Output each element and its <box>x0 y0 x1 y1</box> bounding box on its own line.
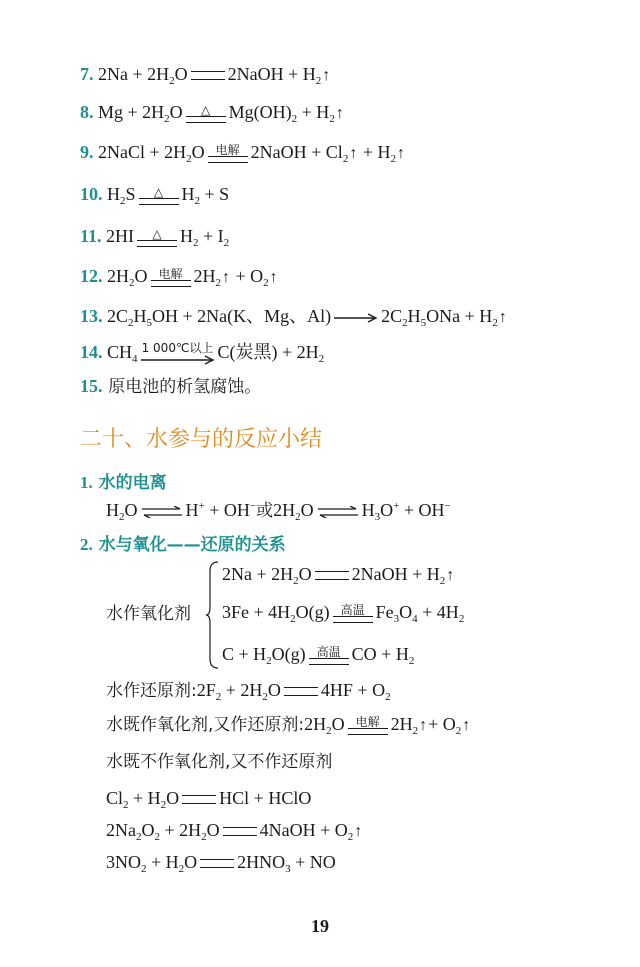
item-number: 14. <box>80 342 103 362</box>
subsection-heading-1: 1. 水的电离 <box>80 473 167 493</box>
gas-arrow-icon: ↑ <box>222 269 230 286</box>
oxidant-equation-3: $C + H_2O(g)$ 高温 CO + $H_2$ <box>222 644 415 667</box>
equation-15 <box>80 374 261 399</box>
gas-arrow-icon: ↑ <box>446 567 455 584</box>
condition-heat: △ <box>139 186 179 205</box>
reductant-equation: 水作还原剂$:2F_2 + 2H_2O$ $4HF + O_2$ <box>106 680 391 703</box>
equals-sign <box>191 71 225 80</box>
section-title: 二十、水参与的反应小结 <box>80 427 323 452</box>
gas-arrow-icon: ↑ <box>335 105 344 122</box>
item-number: 10. <box>80 184 103 204</box>
gas-arrow-icon: ↑ <box>419 717 428 734</box>
item-number: 15. <box>80 376 103 396</box>
condition-heat: △ <box>186 104 226 123</box>
gas-arrow-icon: ↑ <box>462 717 471 734</box>
page-number: 19 <box>311 916 329 936</box>
equilibrium-arrow-icon <box>142 506 182 518</box>
equilibrium-arrow-icon <box>318 506 358 518</box>
brace-icon <box>206 561 220 669</box>
neither-equation-2: $2Na_2O_2 + 2H_2O$ 4NaOH + $O_2↑$ <box>106 820 363 843</box>
gas-arrow-icon: ↑ <box>349 145 358 162</box>
subsection-heading-2: 2. 水与氧化——还原的关系 <box>80 535 286 555</box>
item-number: 9. <box>80 142 94 162</box>
oxidant-label: 水作氧化剂 <box>106 604 191 624</box>
condition-high-temp: 高温 <box>309 646 349 665</box>
condition-heat: △ <box>137 228 177 247</box>
condition-electrolysis: 电解 <box>348 716 388 735</box>
gas-arrow-icon: ↑ <box>498 309 507 326</box>
gas-arrow-icon: ↑ <box>269 269 278 286</box>
neither-label: 水既不作氧化剂,又不作还原剂 <box>106 752 333 772</box>
equation-9: 9. 2NaCl + $2H_2O$ 电解 2NaOH + $Cl_2↑$ + $H_2↑$ <box>80 142 405 165</box>
gas-arrow-icon: ↑ <box>354 823 363 840</box>
gas-arrow-icon: ↑ <box>396 145 405 162</box>
oxidant-equation-1: $2Na + 2H_2O$ 2NaOH + $H_2↑$ <box>222 564 455 587</box>
condition-electrolysis: 电解 <box>151 268 191 287</box>
neither-equation-3: $3NO_2 + H_2O$ $2HNO_3$ + NO <box>106 852 336 875</box>
equation-12: 12. $2H_2O$ 电解 $2H_2↑$ + $O_2↑$ <box>80 266 278 289</box>
item-number: 8. <box>80 102 94 122</box>
neither-equation-1: $Cl_2 + H_2O$ HCl + HClO <box>106 788 312 811</box>
item-number: 13. <box>80 306 103 326</box>
ionization-equation: $H_2O$ H+ + OH−或$2H_2O$ $H_3O^+ + OH^-$ <box>106 500 451 523</box>
condition-high-temp: 高温 <box>333 604 373 623</box>
reaction-arrow-icon <box>334 313 378 323</box>
item-text: 原电池的析氢腐蚀。 <box>108 377 262 397</box>
item-number: 7. <box>80 64 94 84</box>
condition-electrolysis: 电解 <box>208 144 248 163</box>
equation-7: 7. $2Na + 2H_2O$ 2NaOH + $H_2↑$ <box>80 64 331 87</box>
equation-14: 14. $CH_4$ 1 000℃以上 C(炭黑) + $2H_2$ <box>80 341 325 365</box>
equation-10: 10. $H_2S$ △ $H_2 + S$ <box>80 184 230 207</box>
equation-13: 13. $2C_2H_5OH + 2Na(K$、Mg、Al) $2C_2H_5ONa$ + $H_2↑$ <box>80 306 507 329</box>
item-number: 11. <box>80 226 102 246</box>
reaction-arrow-icon: 1 000℃以上 <box>141 342 215 365</box>
both-equation: 水既作氧化剂,又作还原剂$:2H_2O$ 电解 $2H_2↑+$ $O_2↑$ <box>106 714 471 737</box>
equation-11: 11. 2HI △ $H_2 + I_2$ <box>80 226 230 249</box>
oxidant-equation-2: $3Fe + 4H_2O(g)$ 高温 $Fe_3O_4 + 4H_2$ <box>222 602 465 625</box>
gas-arrow-icon: ↑ <box>322 67 331 84</box>
item-number: 12. <box>80 266 103 286</box>
equation-8: 8. $Mg + 2H_2O$ △ $Mg(OH)_2$ + $H_2↑$ <box>80 102 344 125</box>
